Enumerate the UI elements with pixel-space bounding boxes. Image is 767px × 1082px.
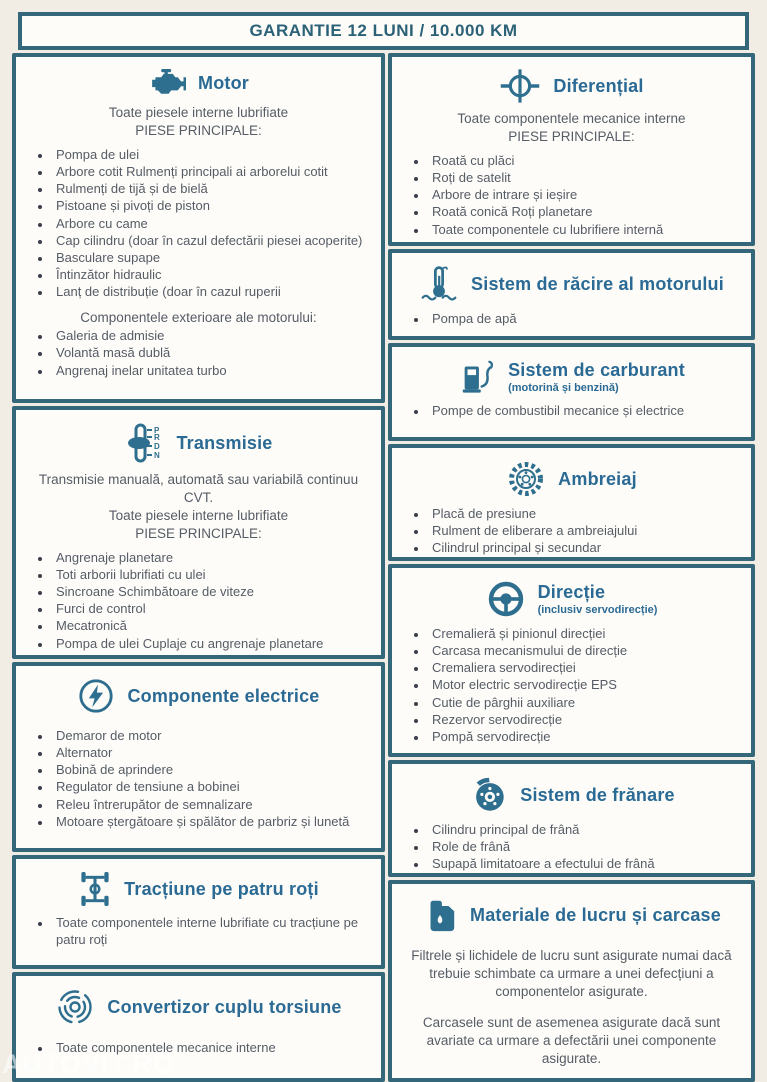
bullet-item: • Regulator de tensiune a bobinei <box>52 778 369 795</box>
bullet-list <box>404 821 739 872</box>
bullet-item: • Demaror de motor <box>52 727 369 744</box>
bullet-item: • Pompă servodirecție <box>428 728 739 745</box>
paragraph: Carcasele sunt de asemenea asigurate dacă sunt avariate ca urmare a defectării unei componente asigurate. <box>422 1014 721 1067</box>
intro-block <box>28 471 369 543</box>
paragraph: Filtrele și lichidele de lucru sunt asigurate numai dacă trebuie schimbate ca urmare a unei defecțiuni a componentelor asigurate. <box>411 948 732 1000</box>
bullet-item: • Toate componentele interne lubrifiate cu tracțiune pe patru roți <box>52 914 369 948</box>
section-title: Motor <box>198 72 249 93</box>
section-titles <box>553 76 643 97</box>
svg-text:P: P <box>154 426 160 435</box>
bullet-item: • Basculare supape <box>52 249 369 266</box>
bullet-list <box>28 727 369 830</box>
bullet-item: • Întinzător hidraulic <box>52 266 369 283</box>
section-convertizor <box>12 972 385 1082</box>
bullet-item: • Rulmenți de tijă și de bielă <box>52 180 369 197</box>
intro-line: PIESE PRINCIPALE: <box>135 122 262 138</box>
bullet-item: • Mecatronică <box>52 617 369 634</box>
intro-line: PIESE PRINCIPALE: <box>135 525 262 541</box>
bullet-item: • Galeria de admisie <box>52 327 369 344</box>
intro-line: Toate piesele interne lubrifiate <box>108 507 289 523</box>
bullet-list <box>404 402 739 419</box>
watermark: AUTOVIT.RO <box>2 1049 176 1079</box>
bullet-list-secondary <box>28 327 369 378</box>
intro-line: Transmisie manuală, automată sau variabilă continuu CVT. <box>38 472 359 505</box>
section-titles <box>558 469 637 490</box>
section-title: Sistem de carburant <box>508 360 685 380</box>
section-titles <box>470 905 721 926</box>
section-title: Transmisie <box>176 432 273 453</box>
bullet-item: • Alternator <box>52 744 369 761</box>
differential-icon <box>499 68 541 104</box>
bullet-list <box>28 146 369 300</box>
page-title: GARANTIE 12 LUNI / 10.000 KM <box>249 21 518 40</box>
bullet-item: • Volantă masă dublă <box>52 344 369 361</box>
bullet-list <box>28 1039 369 1056</box>
bullet-item: • Bobină de aprindere <box>52 761 369 778</box>
section-title: Direcție <box>537 582 606 602</box>
bullet-item: • Pompa de ulei <box>52 146 369 163</box>
steering-wheel-icon <box>486 579 526 619</box>
section-racire <box>388 249 755 340</box>
section-title: Tracțiune pe patru roți <box>124 878 319 899</box>
section-header <box>404 358 739 396</box>
section-titles <box>471 274 724 295</box>
bullet-item: • Cilindrul principal și secundar <box>428 539 739 556</box>
section-header <box>404 895 739 935</box>
bullet-item: • Angrenaj inelar unitatea turbo <box>52 362 369 379</box>
intro-line: PIESE PRINCIPALE: <box>508 128 635 144</box>
section-header <box>28 677 369 715</box>
section-ambreiaj <box>388 444 755 561</box>
section-titles <box>508 360 685 394</box>
bullet-list <box>28 914 369 948</box>
section-header <box>404 264 739 304</box>
clutch-disc-icon <box>506 459 546 499</box>
section-title: Componente electrice <box>127 685 320 706</box>
intro-line: Toate piesele interne lubrifiate <box>108 105 289 120</box>
bullet-item: • Cremaliera servodirecției <box>428 659 739 676</box>
intro-line: Toate componentele mecanice interne <box>457 111 686 126</box>
section-title: Materiale de lucru și carcase <box>470 904 721 925</box>
bullet-item: • Placă de presiune <box>428 505 739 522</box>
bullet-item: • Furci de control <box>52 600 369 617</box>
section-header <box>404 579 739 619</box>
section-titles <box>124 879 319 900</box>
bullet-list <box>404 505 739 556</box>
bullet-item: • Pompa de ulei Cuplaje cu angrenaje planetare <box>52 635 369 652</box>
bullet-list <box>404 310 739 327</box>
four-wheel-drive-icon <box>78 870 112 908</box>
section-title: Sistem de răcire al motorului <box>471 273 724 294</box>
bullet-item: • Rezervor servodirecție <box>428 711 739 728</box>
bullet-list <box>404 152 739 238</box>
section-diferential <box>388 53 755 246</box>
bullet-item: • Roată cu plăci <box>428 152 739 169</box>
bullet-item: • Toti arborii lubrifiati cu ulei <box>52 566 369 583</box>
bullet-item: • Angrenaje planetare <box>52 549 369 566</box>
bullet-item: • Lanț de distribuție (doar în cazul ruperii <box>52 283 369 300</box>
torque-converter-icon <box>55 987 95 1027</box>
svg-text:D: D <box>154 442 161 451</box>
bullet-item: • Sincroane Schimbătoare de viteze <box>52 583 369 600</box>
section-title: Ambreiaj <box>558 468 637 489</box>
bullet-item: • Carcasa mecanismului de direcție <box>428 642 739 659</box>
bullet-item: • Cremalieră și pinionul direcției <box>428 625 739 642</box>
section-motor <box>12 53 385 403</box>
section-header <box>28 870 369 908</box>
section-title: Diferențial <box>553 75 644 96</box>
section-header <box>404 459 739 499</box>
fuel-pump-icon <box>458 358 496 396</box>
section-electrice <box>12 662 385 852</box>
section-directie <box>388 564 755 757</box>
engine-icon <box>148 68 186 98</box>
bullet-item: • Pompa de apă <box>428 310 739 327</box>
bullet-item: • Rulment de eliberare a ambreiajului <box>428 522 739 539</box>
section-titles <box>107 997 341 1018</box>
section-franare <box>388 760 755 877</box>
bullet-item: • Motoare ștergătoare și spălător de parbriz și lunetă <box>52 813 369 830</box>
bullet-item: • Supapă limitatoare a efectului de frână <box>428 855 739 872</box>
right-column <box>388 53 755 1082</box>
section-header <box>404 775 739 815</box>
section-materiale <box>388 880 755 1082</box>
section-transmisie <box>12 406 385 659</box>
bullet-item: • Roți de satelit <box>428 169 739 186</box>
section-header <box>28 421 369 465</box>
oil-canister-icon <box>422 895 458 935</box>
bullet-item: • Pistoane și pivoți de piston <box>52 197 369 214</box>
subheading: Componentele exterioare ale motorului: <box>80 310 317 326</box>
gear-shifter-icon <box>124 421 164 465</box>
bullet-item: • Cap cilindru (doar în cazul defectării piesei acoperite) <box>52 232 369 249</box>
brake-disc-icon <box>468 775 508 815</box>
section-title: Sistem de frănare <box>520 784 675 805</box>
section-subtitle: (motorină și benzină) <box>508 382 619 394</box>
bullet-item: • Arbore de intrare și ieșire <box>428 186 739 203</box>
bullet-item: • Motor electric servodirecție EPS <box>428 676 739 693</box>
bullet-list <box>404 625 739 745</box>
left-column <box>12 53 385 1082</box>
section-header <box>404 68 739 104</box>
section-carburant <box>388 343 755 441</box>
bullet-item: • Toate componentele mecanice interne <box>52 1039 369 1056</box>
section-titles <box>198 73 249 94</box>
thermometer-icon <box>419 264 459 304</box>
intro-block <box>28 104 369 140</box>
intro-block <box>404 110 739 146</box>
section-subtitle: (inclusiv servodirecție) <box>537 604 658 616</box>
section-header <box>28 68 369 98</box>
bullet-item: • Roată conică Roți planetare <box>428 203 739 220</box>
section-titles <box>520 785 674 806</box>
bullet-list <box>28 549 369 652</box>
bullet-item: • Arbore cu came <box>52 215 369 232</box>
bullet-item: • Cutie de pârghii auxiliare <box>428 694 739 711</box>
section-tractiune <box>12 855 385 969</box>
bullet-item: • Releu întrerupător de semnalizare <box>52 796 369 813</box>
bullet-item: • Pompe de combustibil mecanice și electrice <box>428 402 739 419</box>
bullet-item: • Arbore cotit Rulmenți principali ai arborelui cotit <box>52 163 369 180</box>
page-header <box>18 12 749 50</box>
bullet-item: • Cilindru principal de frână <box>428 821 739 838</box>
svg-text:R: R <box>154 433 161 442</box>
bullet-item: • Toate componentele cu lubrifiere internă <box>428 221 739 238</box>
lightning-circle-icon <box>77 677 115 715</box>
bullet-item: • Role de frână <box>428 838 739 855</box>
section-titles <box>176 433 272 454</box>
svg-text:N: N <box>154 451 161 460</box>
section-titles <box>538 582 658 616</box>
section-header <box>28 987 369 1027</box>
section-titles <box>127 686 319 707</box>
columns <box>12 53 755 1082</box>
section-title: Convertizor cuplu torsiune <box>107 996 342 1017</box>
